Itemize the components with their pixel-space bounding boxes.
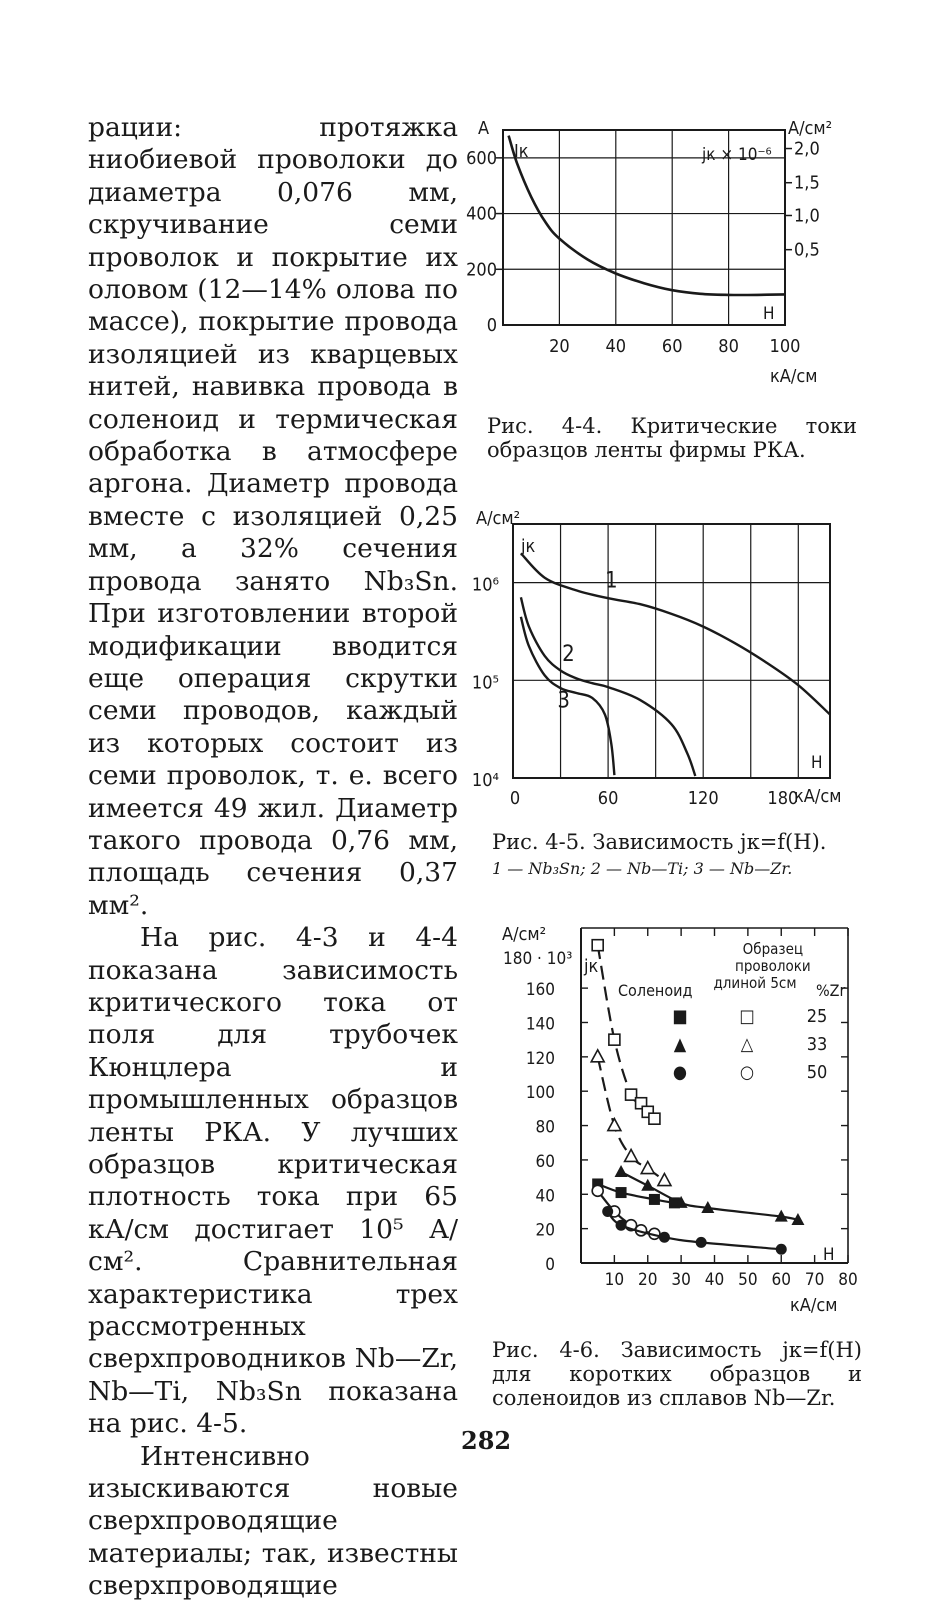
x-tick-label: 20	[549, 336, 570, 357]
point-filled-circle	[696, 1237, 707, 1248]
x-tick-label: 80	[838, 1270, 858, 1290]
density-curve-label: jк × 10⁻⁶	[702, 145, 772, 165]
y-tick-label: 10⁵	[471, 672, 499, 694]
y-tick-label-right: 0,5	[794, 239, 820, 261]
current-curve-label: Iк	[514, 141, 529, 162]
point-filled-triangle	[641, 1179, 654, 1191]
right-axis-unit: А/см²	[788, 118, 833, 139]
x-axis-unit: кА/см	[794, 786, 842, 807]
legend-zr-value: 25	[806, 1006, 828, 1027]
legend-header-zr: %Zr	[816, 981, 846, 1000]
point-open-triangle	[608, 1119, 621, 1131]
y-axis-unit: А/см²	[476, 508, 521, 529]
x-axis-unit: кА/см	[790, 1295, 838, 1316]
x-tick-label: 50	[738, 1270, 758, 1290]
legend-sample-marker: ○	[739, 1062, 755, 1083]
y-tick-label: 10⁴	[471, 770, 499, 791]
point-open-triangle	[641, 1162, 654, 1174]
left-axis-unit: А	[478, 118, 490, 139]
y-tick-label-left: 200	[466, 259, 497, 281]
y-tick-label-right: 1,0	[794, 205, 820, 227]
point-open-triangle	[591, 1050, 604, 1062]
body-paragraph-3: Интенсивно изыскиваются новые сверхпроводящие материалы; так, известны сверхпроводящие	[88, 1440, 458, 1602]
legend-zr-value: 33	[806, 1034, 828, 1055]
body-paragraph-1: рации: протяжка ниобиевой проволоки до диаметра 0,076 мм, скручивание семи проволок и покрытие их оловом (12—14% олова по массе), покрытие провода изоляцией из кварцевых нитей, навивка провода в соленоид и термическая обработка в атмосфере аргона. Диаметр провода вместе с изоляцией 0,25 мм, а 32% сечения провода занято Nb₃Sn. При изготовлении второй модификации вводится еще операция скрутки семи проводов, каждый из которых состоит из семи проволок, т. е. всего имеется 49 жил. Диаметр такого провода 0,76 мм, площадь сечения 0,37 мм².	[88, 112, 458, 921]
x-axis-name: H	[823, 1245, 835, 1265]
point-open-square	[649, 1113, 660, 1124]
legend-solenoid-marker: ●	[672, 1062, 688, 1083]
x-tick-label: 10	[604, 1270, 625, 1290]
series-label-2: 2	[562, 641, 575, 667]
figure-4-6-caption: Рис. 4-6. Зависимость jк=f(H) для коротких образцов и соленоидов из сплавов Nb—Zr.	[492, 1338, 862, 1410]
y-tick-label-right: 1,5	[794, 172, 820, 194]
point-open-square	[609, 1034, 620, 1045]
point-open-triangle	[658, 1174, 671, 1186]
x-tick-label: 60	[597, 788, 619, 809]
series-label-1: 1	[604, 568, 618, 594]
body-paragraph-2: На рис. 4-3 и 4-4 показана зависимость критического тока от поля для трубочек Кюнцлера и промышленных образцов ленты РКА. У лучших образцов критическая плотность тока при 65 кА/см достигает 10⁵ А/см². Сравнительная характеристика трех рассмотренных сверхпроводников Nb—Zr, Nb—Ti, Nb₃Sn показана на рис. 4-5.	[88, 922, 458, 1440]
point-filled-circle	[602, 1206, 613, 1217]
y-axis-name: jк	[521, 536, 536, 557]
x-tick-label: 40	[704, 1270, 725, 1290]
x-axis-name: H	[811, 753, 823, 773]
x-tick-label: 60	[771, 1270, 791, 1290]
legend-header-sample: Образец проволоки длиной 5см	[713, 940, 811, 992]
y-tick-label: 40	[535, 1186, 555, 1207]
x-tick-label: 120	[687, 788, 719, 809]
y-tick-label-left: 600	[466, 147, 497, 169]
figure-4-5	[476, 508, 841, 807]
y-tick-label: 100	[525, 1083, 555, 1104]
y-tick-label: 160	[525, 980, 555, 1001]
x-tick-label: 80	[718, 336, 739, 357]
point-filled-circle	[659, 1232, 670, 1243]
y-tick-label-right: 2,0	[794, 138, 820, 160]
point-filled-square	[649, 1194, 660, 1205]
y-tick-label-left: 0	[486, 315, 497, 336]
figure-4-5-legend-caption: 1 — Nb₃Sn; 2 — Nb—Ti; 3 — Nb—Zr.	[492, 859, 793, 878]
legend-sample-marker: □	[739, 1006, 755, 1027]
legend-solenoid-marker: ▲	[673, 1034, 687, 1055]
legend-header-solenoid: Соленоид	[618, 981, 693, 1000]
point-filled-circle	[616, 1220, 627, 1231]
y-tick-label: 60	[535, 1151, 555, 1172]
x-tick-label: 180	[767, 788, 799, 809]
legend-solenoid-marker: ■	[672, 1006, 688, 1027]
figure-4-4-caption: Рис. 4-4. Критические токи образцов ленты фирмы РКА.	[487, 414, 857, 462]
point-filled-circle	[776, 1244, 787, 1255]
point-filled-square	[616, 1187, 627, 1198]
x-tick-label: 0	[509, 788, 521, 809]
y-tick-label: 20	[535, 1220, 555, 1241]
point-open-square	[592, 940, 603, 951]
x-tick-label: 30	[671, 1270, 691, 1290]
y-axis-top-tick: 180 · 10³	[503, 949, 573, 969]
x-tick-label: 40	[605, 336, 627, 357]
point-filled-triangle	[615, 1165, 628, 1177]
x-tick-label: 60	[661, 336, 683, 357]
x-tick-label: 100	[769, 336, 801, 357]
x-tick-label: 70	[804, 1270, 825, 1290]
figure-4-5-caption: Рис. 4-5. Зависимость jк=f(H).	[492, 830, 827, 854]
y-tick-label: 140	[525, 1014, 555, 1035]
y-tick-label: 80	[535, 1117, 555, 1138]
y-axis-unit: А/см²	[502, 924, 547, 945]
x-tick-label: 20	[638, 1270, 658, 1290]
point-open-circle	[592, 1185, 603, 1196]
series-curve-filled-circle	[608, 1212, 782, 1250]
y-tick-label-left: 400	[466, 203, 497, 225]
y-tick-label: 10⁶	[471, 574, 499, 596]
y-tick-label: 120	[525, 1048, 555, 1069]
x-axis-unit: кА/см	[770, 366, 818, 387]
point-open-triangle	[625, 1149, 638, 1161]
x-axis-name: H	[763, 304, 775, 324]
page-number: 282	[461, 1426, 512, 1455]
y-axis-name: jк	[584, 956, 599, 977]
series-label-3: 3	[557, 688, 571, 714]
legend-zr-value: 50	[806, 1062, 828, 1083]
legend-sample-marker: △	[740, 1034, 754, 1055]
y-tick-label: 0	[545, 1255, 555, 1275]
